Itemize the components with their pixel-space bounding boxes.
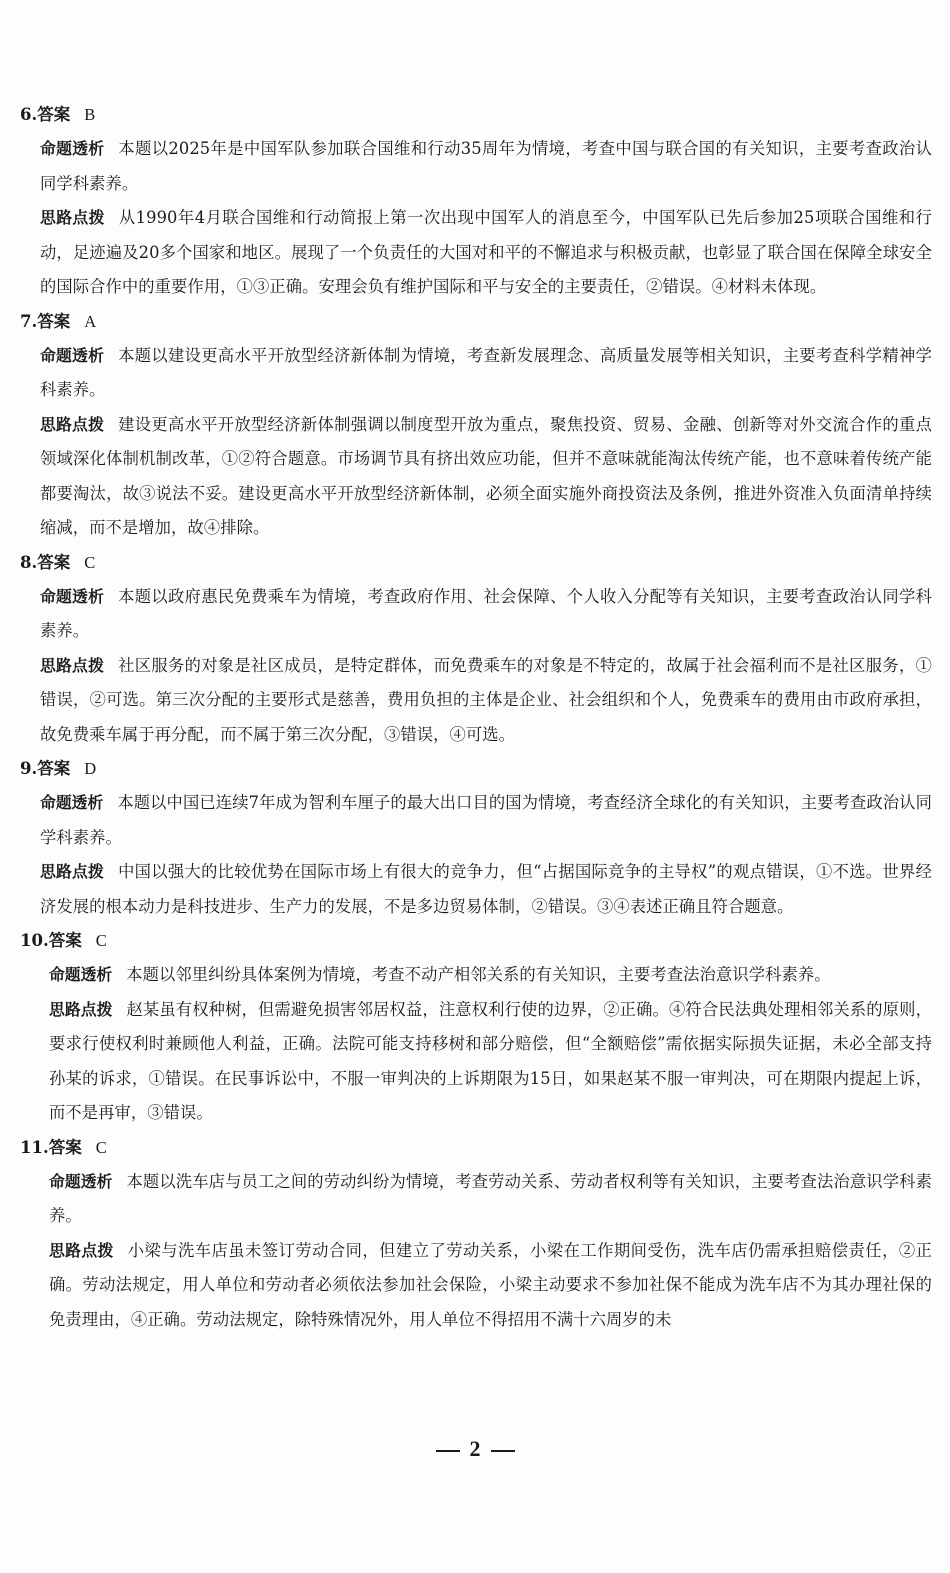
page-footer: [0, 1436, 950, 1462]
mingti-paragraph: [20, 1165, 932, 1234]
mingti-paragraph: [20, 339, 932, 408]
question-7: [20, 305, 932, 546]
silu-label: 思路点拨: [40, 208, 105, 227]
silu-text: 中国以强大的比较优势在国际市场上有很大的竞争力，但“占据国际竞争的主导权”的观点错误，①不选。世界经济发展的根本动力是科技进步、生产力的发展，不是多边贸易体制，②错误。③④表述正确且符合题意。: [40, 862, 932, 916]
answer-label: 答案: [37, 105, 71, 124]
silu-text: 从1990年4月联合国维和行动简报上第一次出现中国军人的消息至今，中国军队已先后参加25项联合国维和行动，足迹遍及20多个国家和地区。展现了一个负责任的大国对和平的不懈追求与积极贡献，也彰显了联合国在保障全球安全的国际合作中的重要作用，①③正确。安理会负有维护国际和平与安全的主要责任，②错误。④材料未体现。: [40, 208, 932, 296]
footer-dash-left: [436, 1450, 460, 1452]
silu-text: 小梁与洗车店虽未签订劳动合同，但建立了劳动关系，小梁在工作期间受伤，洗车店仍需承担赔偿责任，②正确。劳动法规定，用人单位和劳动者必须依法参加社会保险，小梁主动要求不参加社保不能成为洗车店不为其办理社保的免责理由，④正确。劳动法规定，除特殊情况外，用人单位不得招用不满十六周岁的未: [49, 1240, 932, 1329]
mingti-label: 命题透析: [40, 793, 104, 812]
answer-line: [20, 305, 932, 339]
question-number: 7.: [20, 311, 38, 331]
silu-text: 赵某虽有权种树，但需避免损害邻居权益，注意权利行使的边界，②正确。④符合民法典处理相邻关系的原则，要求行使权利时兼顾他人利益，正确。法院可能支持移树和部分赔偿，但“全额赔偿”需依据实际损失证据，未必全部支持孙某的诉求，①错误。在民事诉讼中，不服一审判决的上诉期限为15日，如果赵某不服一审判决，可在期限内提起上诉，而不是再审，③错误。: [49, 999, 932, 1122]
answer-label: 答案: [37, 759, 71, 778]
answer-explanations: [20, 98, 932, 1337]
mingti-text: 本题以2025年是中国军队参加联合国维和行动35周年为情境，考查中国与联合国的有关知识，主要考查政治认同学科素养。: [40, 139, 932, 193]
question-10: [20, 924, 932, 1131]
answer-label: 答案: [48, 1137, 82, 1157]
answer-value: D: [84, 759, 97, 778]
question-number: 6.: [20, 105, 38, 124]
mingti-paragraph: [20, 958, 932, 993]
question-6: [20, 98, 932, 305]
mingti-label: 命题透析: [49, 965, 113, 984]
silu-text: 社区服务的对象是社区成员，是特定群体，而免费乘车的对象是不特定的，故属于社会福利而不是社区服务，①错误，②可选。第三次分配的主要形式是慈善，费用负担的主体是企业、社会组织和个人，免费乘车的费用由市政府承担，故免费乘车属于再分配，而不属于第三次分配，③错误，④可选。: [40, 655, 932, 744]
question-number: 8.: [20, 552, 38, 572]
answer-line: [20, 924, 932, 958]
answer-label: 答案: [37, 552, 71, 572]
answer-line: [20, 98, 932, 132]
mingti-paragraph: [20, 580, 932, 649]
answer-value: C: [95, 1137, 107, 1157]
silu-label: 思路点拨: [49, 999, 113, 1019]
mingti-text: 本题以政府惠民免费乘车为情境，考查政府作用、社会保障、个人收入分配等有关知识，主要考查政治认同学科素养。: [40, 586, 932, 640]
page-number: 2: [469, 1436, 481, 1461]
mingti-text: 本题以建设更高水平开放型经济新体制为情境，考查新发展理念、高质量发展等相关知识，主要考查科学精神学科素养。: [40, 345, 932, 399]
silu-text: 建设更高水平开放型经济新体制强调以制度型开放为重点，聚焦投资、贸易、金融、创新等对外交流合作的重点领域深化体制机制改革，①②符合题意。市场调节具有挤出效应功能，但并不意味就能淘汰传统产能，也不意味着传统产能都要淘汰，故③说法不妥。建设更高水平开放型经济新体制，必须全面实施外商投资法及条例，推进外资准入负面清单持续缩减，而不是增加，故④排除。: [40, 414, 932, 537]
silu-paragraph: [20, 1234, 932, 1338]
mingti-label: 命题透析: [49, 1171, 113, 1191]
silu-paragraph: [20, 201, 932, 305]
question-11: [20, 1131, 932, 1338]
question-number: 9.: [20, 759, 38, 778]
mingti-paragraph: [20, 786, 932, 855]
mingti-text: 本题以中国已连续7年成为智利车厘子的最大出口目的国为情境，考查经济全球化的有关知识，主要考查政治认同学科素养。: [40, 793, 932, 847]
mingti-label: 命题透析: [40, 345, 105, 365]
silu-label: 思路点拨: [40, 655, 105, 675]
silu-paragraph: [20, 855, 932, 924]
silu-paragraph: [20, 993, 932, 1131]
answer-value: C: [84, 552, 96, 572]
mingti-text: 本题以邻里纠纷具体案例为情境，考查不动产相邻关系的有关知识，主要考查法治意识学科素养。: [126, 965, 831, 984]
silu-label: 思路点拨: [49, 1240, 114, 1260]
answer-label: 答案: [37, 311, 71, 331]
question-number: 11.: [20, 1137, 49, 1157]
footer-dash-right: [491, 1450, 515, 1452]
answer-line: [20, 1131, 932, 1165]
answer-label: 答案: [48, 931, 82, 950]
silu-label: 思路点拨: [40, 414, 105, 434]
silu-paragraph: [20, 408, 932, 546]
mingti-label: 命题透析: [40, 139, 105, 158]
answer-value: B: [84, 105, 96, 124]
question-number: 10.: [20, 931, 49, 950]
silu-label: 思路点拨: [40, 862, 105, 881]
answer-value: A: [84, 311, 97, 331]
mingti-label: 命题透析: [40, 586, 105, 606]
silu-paragraph: [20, 649, 932, 753]
mingti-paragraph: [20, 132, 932, 201]
answer-line: [20, 546, 932, 580]
answer-line: [20, 752, 932, 786]
answer-value: C: [95, 931, 107, 950]
question-8: [20, 546, 932, 753]
mingti-text: 本题以洗车店与员工之间的劳动纠纷为情境，考查劳动关系、劳动者权利等有关知识，主要考查法治意识学科素养。: [49, 1171, 932, 1225]
question-9: [20, 752, 932, 924]
